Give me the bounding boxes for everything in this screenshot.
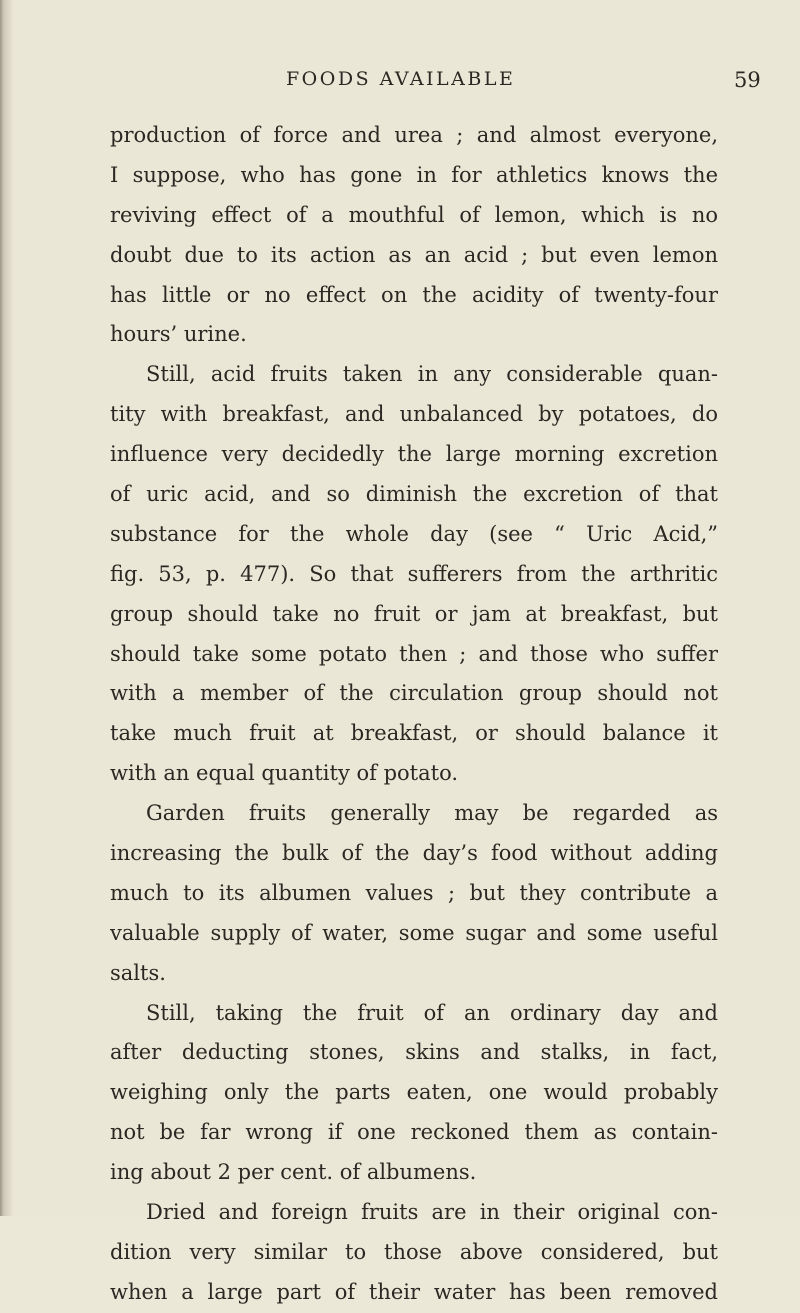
- text-line: production of force and urea ; and almost everyone,: [110, 123, 718, 147]
- page-number: 59: [734, 68, 761, 92]
- text-line: group should take no fruit or jam at breakfast, but: [110, 601, 718, 626]
- text-line: substance for the whole day (see “ Uric Acid,”: [110, 521, 718, 546]
- text-line: ing about 2 per cent. of albumens.: [110, 1160, 477, 1185]
- text-line: Garden fruits generally may be regarded as: [146, 801, 718, 826]
- page-binding-edge: [0, 0, 14, 1216]
- text-line: fig. 53, p. 477). So that sufferers from the arthritic: [110, 561, 718, 586]
- text-line: after deducting stones, skins and stalks, in fact,: [110, 1040, 718, 1065]
- text-line: salts.: [110, 960, 166, 985]
- text-line: when a large part of their water has been removed: [110, 1279, 718, 1304]
- text-line: I suppose, who has gone in for athletics knows the: [110, 162, 718, 187]
- text-line: tity with breakfast, and unbalanced by potatoes, do: [110, 402, 718, 427]
- text-line: not be far wrong if one reckoned them as contain-: [110, 1120, 718, 1145]
- text-line: with an equal quantity of potato.: [110, 761, 459, 786]
- text-line: with a member of the circulation group should not: [110, 681, 718, 706]
- text-line: Still, acid fruits taken in any considerable quan-: [146, 362, 718, 387]
- text-line: valuable supply of water, some sugar and some useful: [110, 920, 718, 945]
- body-text: [110, 116, 718, 1313]
- text-line: much to its albumen values ; but they contribute a: [110, 880, 718, 905]
- text-line: reviving effect of a mouthful of lemon, which is no: [110, 202, 718, 227]
- text-line: increasing the bulk of the day’s food without adding: [110, 841, 718, 866]
- text-line: hours’ urine.: [110, 322, 247, 347]
- text-line: has little or no effect on the acidity of twenty-four: [110, 282, 718, 307]
- page-header: [0, 68, 800, 98]
- text-line: doubt due to its action as an acid ; but even lemon: [110, 242, 718, 267]
- text-line: should take some potato then ; and those who suffer: [110, 641, 718, 666]
- text-line: Dried and foreign fruits are in their original con-: [146, 1200, 718, 1225]
- text-line: Still, taking the fruit of an ordinary day and: [146, 1000, 718, 1025]
- text-line: weighing only the parts eaten, one would probably: [110, 1080, 718, 1105]
- running-head: FOODS AVAILABLE: [286, 68, 516, 90]
- text-line: influence very decidedly the large morning excretion: [110, 442, 718, 467]
- text-line: dition very similar to those above considered, but: [110, 1239, 718, 1264]
- text-line: of uric acid, and so diminish the excretion of that: [110, 482, 718, 507]
- text-line: take much fruit at breakfast, or should balance it: [110, 721, 718, 746]
